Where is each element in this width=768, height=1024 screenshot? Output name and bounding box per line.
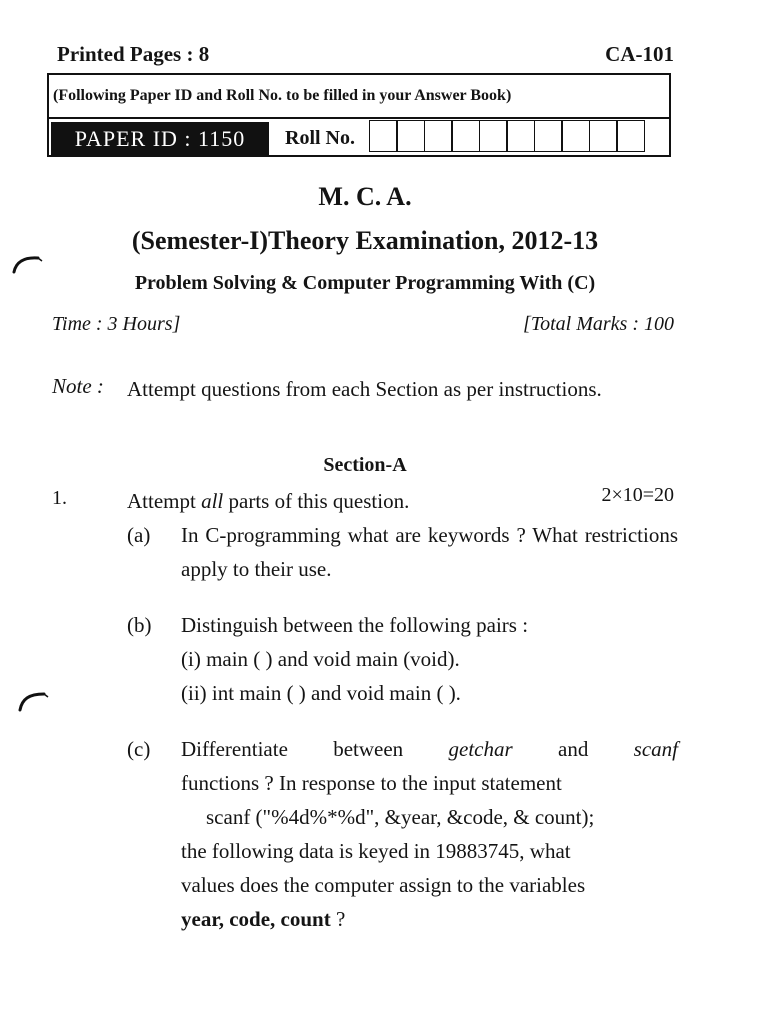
part-b-item-ii: (ii) int main ( ) and void main ( ). — [181, 681, 461, 705]
part-a-label: (a) — [127, 523, 151, 547]
part-c-word-scanf: scanf — [633, 737, 678, 761]
part-b-item-i: (i) main ( ) and void main (void). — [181, 647, 460, 671]
roll-number-cell[interactable] — [479, 120, 508, 152]
part-c-label: (c) — [127, 737, 151, 761]
paper-id-badge: PAPER ID : 1150 — [51, 122, 269, 155]
part-c-word-between: between — [333, 737, 404, 761]
part-a-text: In C-programming what are keywords ? What restrictions apply to their use. — [181, 523, 678, 581]
time-allowed: Time : 3 Hours] — [52, 313, 181, 335]
id-instruction: (Following Paper ID and Roll No. to be filled in your Answer Book) — [53, 87, 512, 104]
roll-number-cell[interactable] — [396, 120, 425, 152]
total-marks: [Total Marks : 100 — [523, 313, 674, 335]
paper-code: CA-101 — [605, 42, 674, 66]
id-box-divider — [49, 117, 669, 119]
part-c-word-and: and — [558, 737, 589, 761]
part-c-word-getchar: getchar — [448, 737, 513, 761]
note-label: Note : — [52, 374, 104, 398]
roll-number-cell[interactable] — [369, 120, 398, 152]
part-b-text: Distinguish between the following pairs : — [181, 613, 529, 637]
degree-title: M. C. A. — [318, 182, 412, 211]
question-marks: 2×10=20 — [601, 484, 674, 506]
part-c-line-6 — [181, 902, 345, 936]
q1-text-post: parts of this question. — [223, 489, 410, 513]
roll-number-cell[interactable] — [589, 120, 618, 152]
part-c-line-5: values does the computer assign to the variables — [181, 873, 586, 897]
question-instruction — [127, 484, 409, 518]
part-c-scanf-statement: scanf ("%4d%*%d", &year, &code, & count); — [206, 805, 595, 829]
q1-text-italic: all — [201, 489, 224, 513]
roll-number-cell[interactable] — [424, 120, 453, 152]
note-text: Attempt questions from each Section as per instructions. — [127, 377, 602, 401]
q1-text-pre: Attempt — [127, 489, 202, 513]
part-c-line-4: the following data is keyed in 19883745, what — [181, 839, 571, 863]
part-b-label: (b) — [127, 613, 152, 637]
roll-number-cell[interactable] — [506, 120, 535, 152]
part-c-line-2: functions ? In response to the input statement — [181, 771, 562, 795]
scan-mark-icon — [16, 688, 50, 714]
scan-mark-icon — [10, 252, 44, 276]
roll-number-boxes — [370, 120, 645, 154]
exam-title: (Semester-I)Theory Examination, 2012-13 — [131, 226, 599, 255]
part-c-variables: year, code, count — [181, 907, 331, 931]
roll-number-cell[interactable] — [561, 120, 590, 152]
subject-title: Problem Solving & Computer Programming With (C) — [134, 272, 596, 294]
printed-pages: Printed Pages : 8 — [57, 42, 210, 66]
roll-number-cell[interactable] — [616, 120, 645, 152]
paper-id-box — [47, 73, 671, 157]
part-c-word-differentiate: Differentiate — [181, 737, 288, 761]
part-c-line-6-end: ? — [330, 907, 346, 931]
roll-number-cell[interactable] — [451, 120, 480, 152]
roll-number-label: Roll No. — [285, 127, 355, 149]
part-c-line-1 — [181, 732, 678, 766]
roll-number-cell[interactable] — [534, 120, 563, 152]
section-heading: Section-A — [323, 454, 407, 476]
question-number: 1. — [52, 487, 67, 509]
